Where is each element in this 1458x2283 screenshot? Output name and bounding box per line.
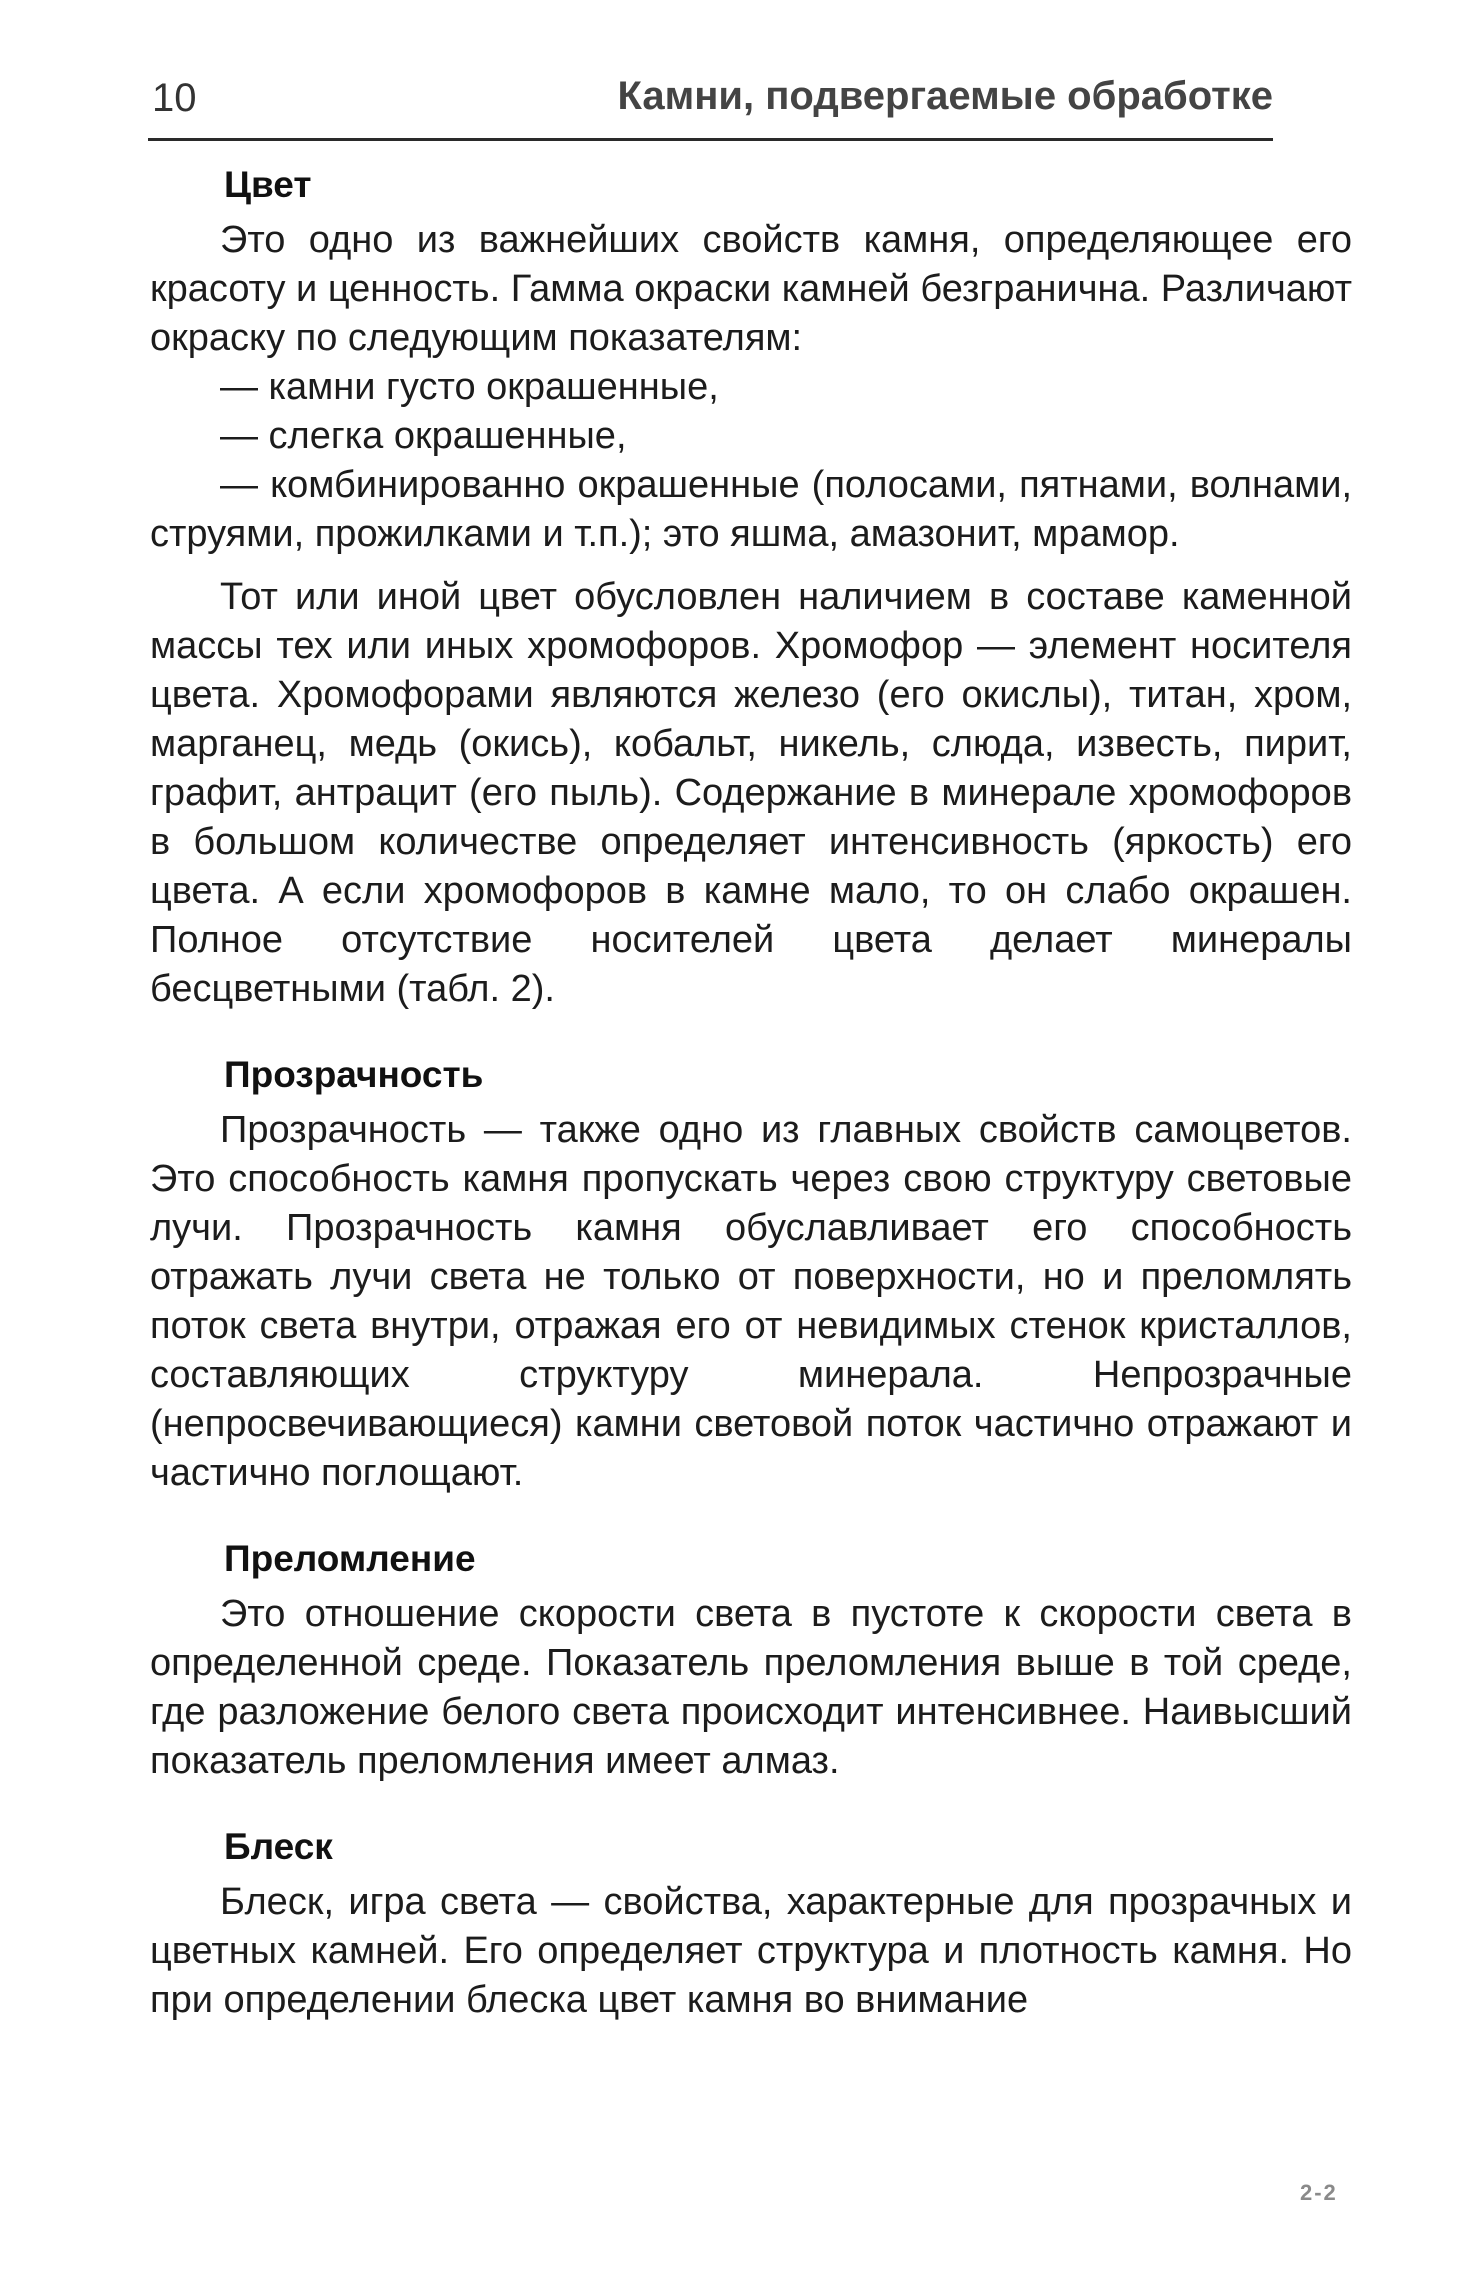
list-item: — комбинированно окрашенные (полосами, пятнами, волнами, струями, прожилками и т.п.); это яшма, амазонит, мрамор. bbox=[150, 464, 1352, 555]
section-heading-refraction: Преломление bbox=[224, 1538, 476, 1579]
list-item: — камни густо окрашенные, bbox=[220, 366, 719, 408]
page-body bbox=[150, 160, 1352, 2025]
paragraph-refraction: Это отношение скорости света в пустоте к скорости света в определенной среде. Показатель преломления выше в той среде, где разложение белого света происходит интенсивнее. Наивысший показатель преломления имеет алмаз. bbox=[150, 1593, 1352, 1782]
section-heading-luster: Блеск bbox=[224, 1826, 333, 1867]
running-title: Камни, подвергаемые обработке bbox=[617, 74, 1273, 118]
paragraph-color-intro: Это одно из важнейших свойств камня, определяющее его красоту и ценность. Гамма окраски камней безгранична. Различают окраску по следующим показателям: bbox=[150, 219, 1352, 359]
paragraph-color-body: Тот или иной цвет обусловлен наличием в составе каменной массы тех или иных хромофоров. Хромофор — элемент носителя цвета. Хромофорами являются железо (его окислы), титан, хром, марганец, медь (окись), кобальт, никель, слюда, известь, пирит, графит, антрацит (его пыль). Содержание в минерале хромофоров в большом количестве определяет интенсивность (яркость) его цвета. А если хромофоров в камне мало, то он слабо окрашен. Полное отсутствие носителей цвета делает минералы бесцветными (табл. 2). bbox=[150, 576, 1352, 1010]
paragraph-transparency: Прозрачность — также одно из главных свойств самоцветов. Это способность камня пропускать через свою структуру световые лучи. Прозрачность камня обуславливает его способность отражать лучи света не только от поверхности, но и преломлять поток света внутри, отражая его от невидимых стенок кристаллов, составляющих структуру минерала. Непрозрачные (непросвечивающиеся) камни световой поток частично отражают и частично поглощают. bbox=[150, 1109, 1352, 1494]
section-heading-color: Цвет bbox=[224, 164, 312, 205]
list-item: — слегка окрашенные, bbox=[220, 415, 627, 457]
page-number: 10 bbox=[152, 76, 197, 120]
page-header bbox=[148, 68, 1273, 141]
paragraph-luster: Блеск, игра света — свойства, характерные для прозрачных и цветных камней. Его определяет структура и плотность камня. Но при определении блеска цвет камня во внимание bbox=[150, 1881, 1352, 2021]
signature-mark: 2-2 bbox=[1300, 2180, 1338, 2205]
section-heading-transparency: Прозрачность bbox=[224, 1054, 484, 1095]
